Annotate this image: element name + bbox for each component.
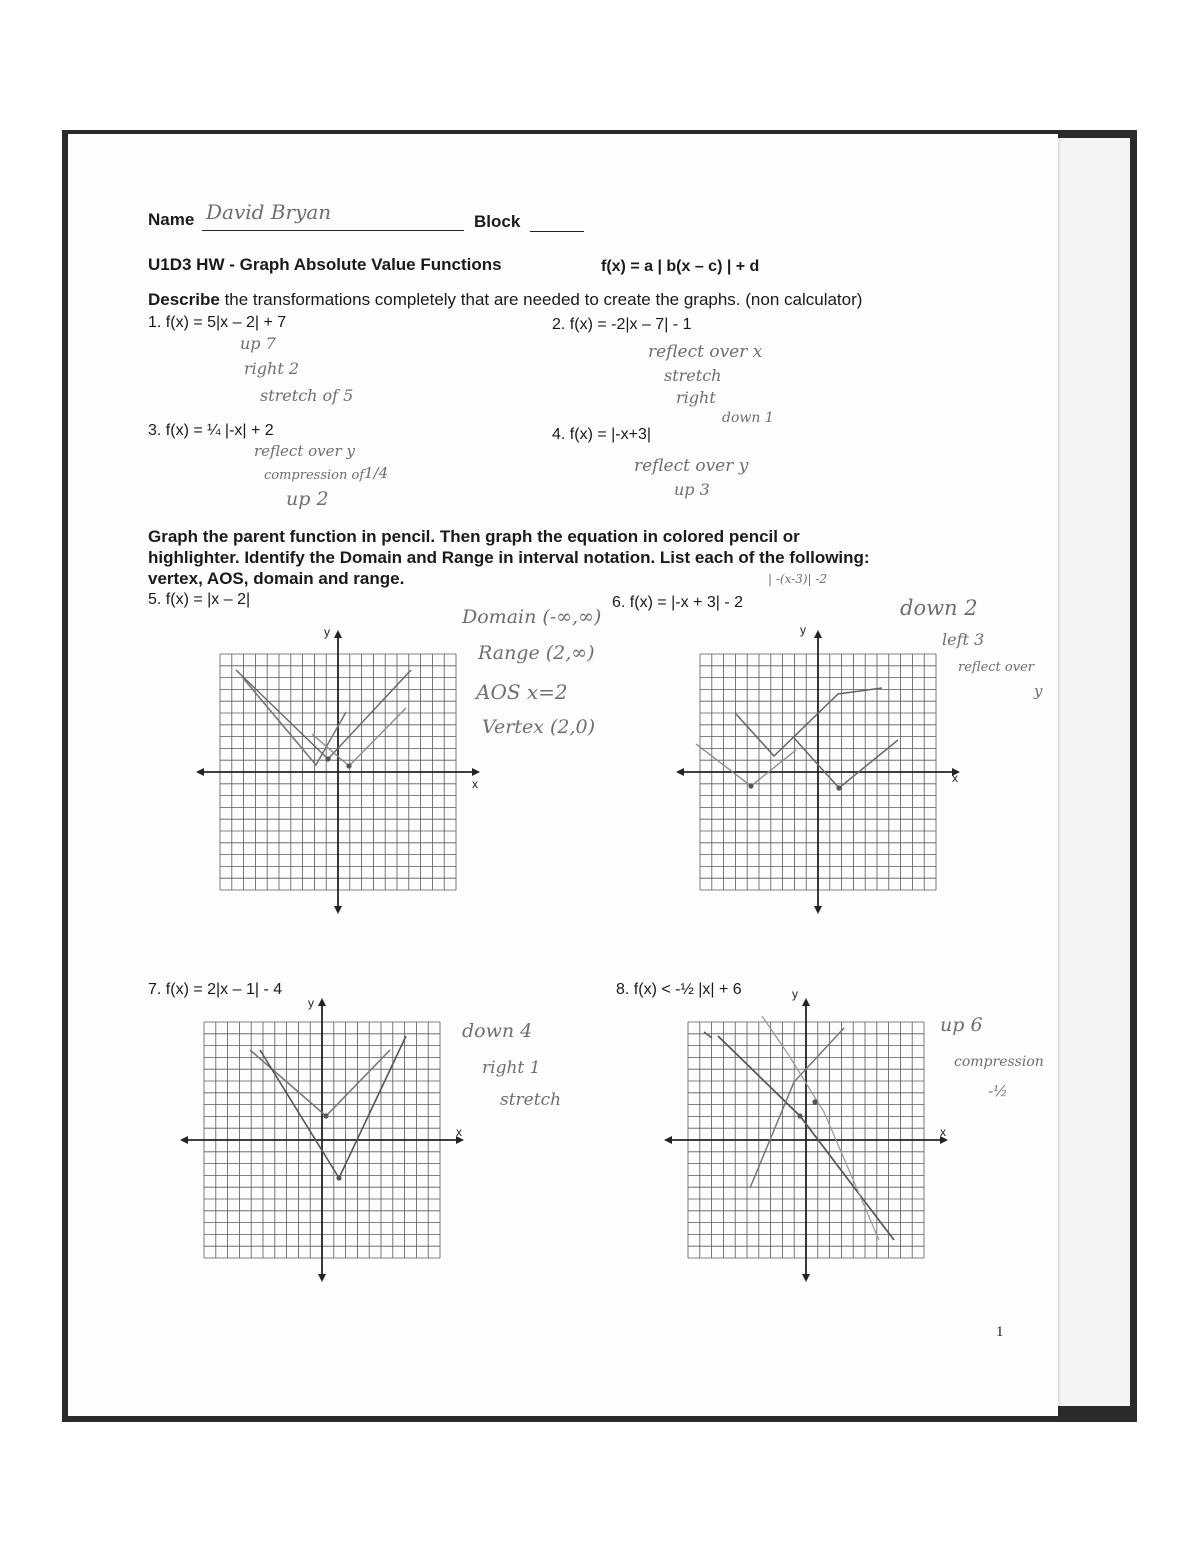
answer-2: stretch	[664, 366, 722, 385]
axis-arrow	[814, 906, 822, 914]
answer-1: up 7	[240, 334, 276, 353]
problem-7: 7. f(x) = 2|x – 1| - 4	[148, 981, 283, 998]
axis-arrow	[318, 1274, 326, 1282]
instructions-rest: the transformations completely that are needed to create the graphs. (non calculator)	[224, 290, 863, 309]
problem-5: 5. f(x) = |x – 2|	[148, 591, 251, 608]
answer-7: right 1	[482, 1058, 541, 1078]
answer-7: stretch	[500, 1090, 562, 1110]
axis-arrow	[334, 906, 342, 914]
answer-5: Domain (-∞,∞)	[462, 606, 602, 628]
block-label: Block	[474, 212, 521, 231]
y-axis-label: y	[792, 987, 798, 1001]
vertex-point	[748, 783, 753, 788]
axis-arrow	[334, 630, 342, 638]
part1-instructions	[148, 290, 862, 310]
x-axis-label: x	[472, 777, 478, 791]
problem-8: 8. f(x) < -½ |x| + 6	[616, 981, 742, 998]
grid	[180, 998, 464, 1282]
answer-3: compression of	[264, 468, 365, 483]
axis-arrow	[802, 1274, 810, 1282]
name-underline	[202, 230, 464, 231]
name-value: David Bryan	[206, 200, 332, 224]
page-number: 1	[996, 1324, 1004, 1340]
x-axis-label: x	[952, 771, 958, 785]
answer-2: right	[676, 388, 716, 407]
worksheet-page	[68, 134, 1058, 1416]
problem-2: 2. f(x) = -2|x – 7| - 1	[552, 316, 692, 333]
sketch-curve	[794, 738, 898, 788]
part2-instructions-line: highlighter. Identify the Domain and Range in interval notation. List each of the following:	[148, 548, 870, 567]
problem-4: 4. f(x) = |-x+3|	[552, 426, 652, 443]
axis-arrow	[196, 768, 204, 776]
vertex-point	[325, 756, 330, 761]
graph-5	[196, 625, 480, 916]
transformed-function-curve	[736, 688, 882, 756]
answer-5: Vertex (2,0)	[482, 716, 595, 738]
formula: f(x) = a | b(x – c) | + d	[601, 258, 760, 275]
y-axis-label: y	[308, 996, 314, 1010]
axis-arrow	[472, 768, 480, 776]
answer-3-fraction: 1/4	[364, 464, 389, 482]
axis-arrow	[664, 1136, 672, 1144]
graph-7	[180, 998, 464, 1284]
answer-6: down 2	[900, 596, 978, 620]
answer-5: AOS x=2	[476, 680, 568, 704]
underlying-sheet	[1048, 138, 1130, 1406]
answer-8: up 6	[940, 1014, 983, 1036]
answer-3: up 2	[286, 488, 329, 510]
answer-6: reflect over	[958, 660, 1034, 675]
y-axis-label: y	[324, 625, 330, 639]
axis-arrow	[180, 1136, 188, 1144]
problem-3: 3. f(x) = ¼ |-x| + 2	[148, 422, 274, 439]
problem-1: 1. f(x) = 5|x – 2| + 7	[148, 314, 287, 331]
y-axis-label: y	[800, 623, 806, 637]
worksheet-title: U1D3 HW - Graph Absolute Value Functions	[148, 255, 502, 274]
answer-2: down 1	[722, 410, 774, 426]
vertex-point	[346, 763, 351, 768]
vertex-point	[323, 1113, 328, 1118]
answer-7: down 4	[462, 1020, 533, 1042]
problem-6-note: | -(x-3)| -2	[768, 572, 828, 586]
answer-8: compression	[954, 1054, 1044, 1070]
grid	[676, 630, 960, 914]
answer-3: reflect over y	[254, 442, 355, 460]
answer-1: stretch of 5	[260, 386, 354, 405]
graph-8	[664, 987, 948, 1284]
answer-8: -½	[988, 1082, 1008, 1100]
x-axis-label: x	[940, 1125, 946, 1139]
name-label: Name	[148, 210, 195, 229]
vertex-point	[812, 1099, 817, 1104]
arrow-mark	[704, 1032, 712, 1038]
problem-6: 6. f(x) = |-x + 3| - 2	[612, 594, 744, 611]
axis-arrow	[802, 998, 810, 1006]
vertex-point	[797, 1113, 802, 1118]
grid	[664, 998, 948, 1282]
part2-instructions-line: vertex, AOS, domain and range.	[148, 569, 405, 588]
answer-5: Range (2,∞)	[478, 642, 595, 664]
axis-arrow	[676, 768, 684, 776]
vertex-point	[336, 1175, 341, 1180]
answer-6: y	[1034, 682, 1043, 700]
transformed-function-curve	[236, 670, 411, 759]
x-axis-label: x	[456, 1125, 462, 1139]
answer-6: left 3	[942, 630, 985, 649]
answer-2: reflect over x	[648, 342, 763, 362]
axis-arrow	[814, 630, 822, 638]
answer-4: up 3	[674, 480, 710, 499]
axis-arrow	[318, 998, 326, 1006]
parent-function-curve	[696, 744, 796, 786]
block-underline	[530, 231, 584, 232]
instructions-bold: Describe	[148, 290, 220, 309]
graph-6	[676, 623, 960, 916]
answer-4: reflect over y	[634, 456, 749, 476]
answer-1: right 2	[244, 359, 300, 378]
vertex-point	[836, 785, 841, 790]
part2-instructions-line: Graph the parent function in pencil. Then graph the equation in colored pencil or	[148, 527, 800, 546]
